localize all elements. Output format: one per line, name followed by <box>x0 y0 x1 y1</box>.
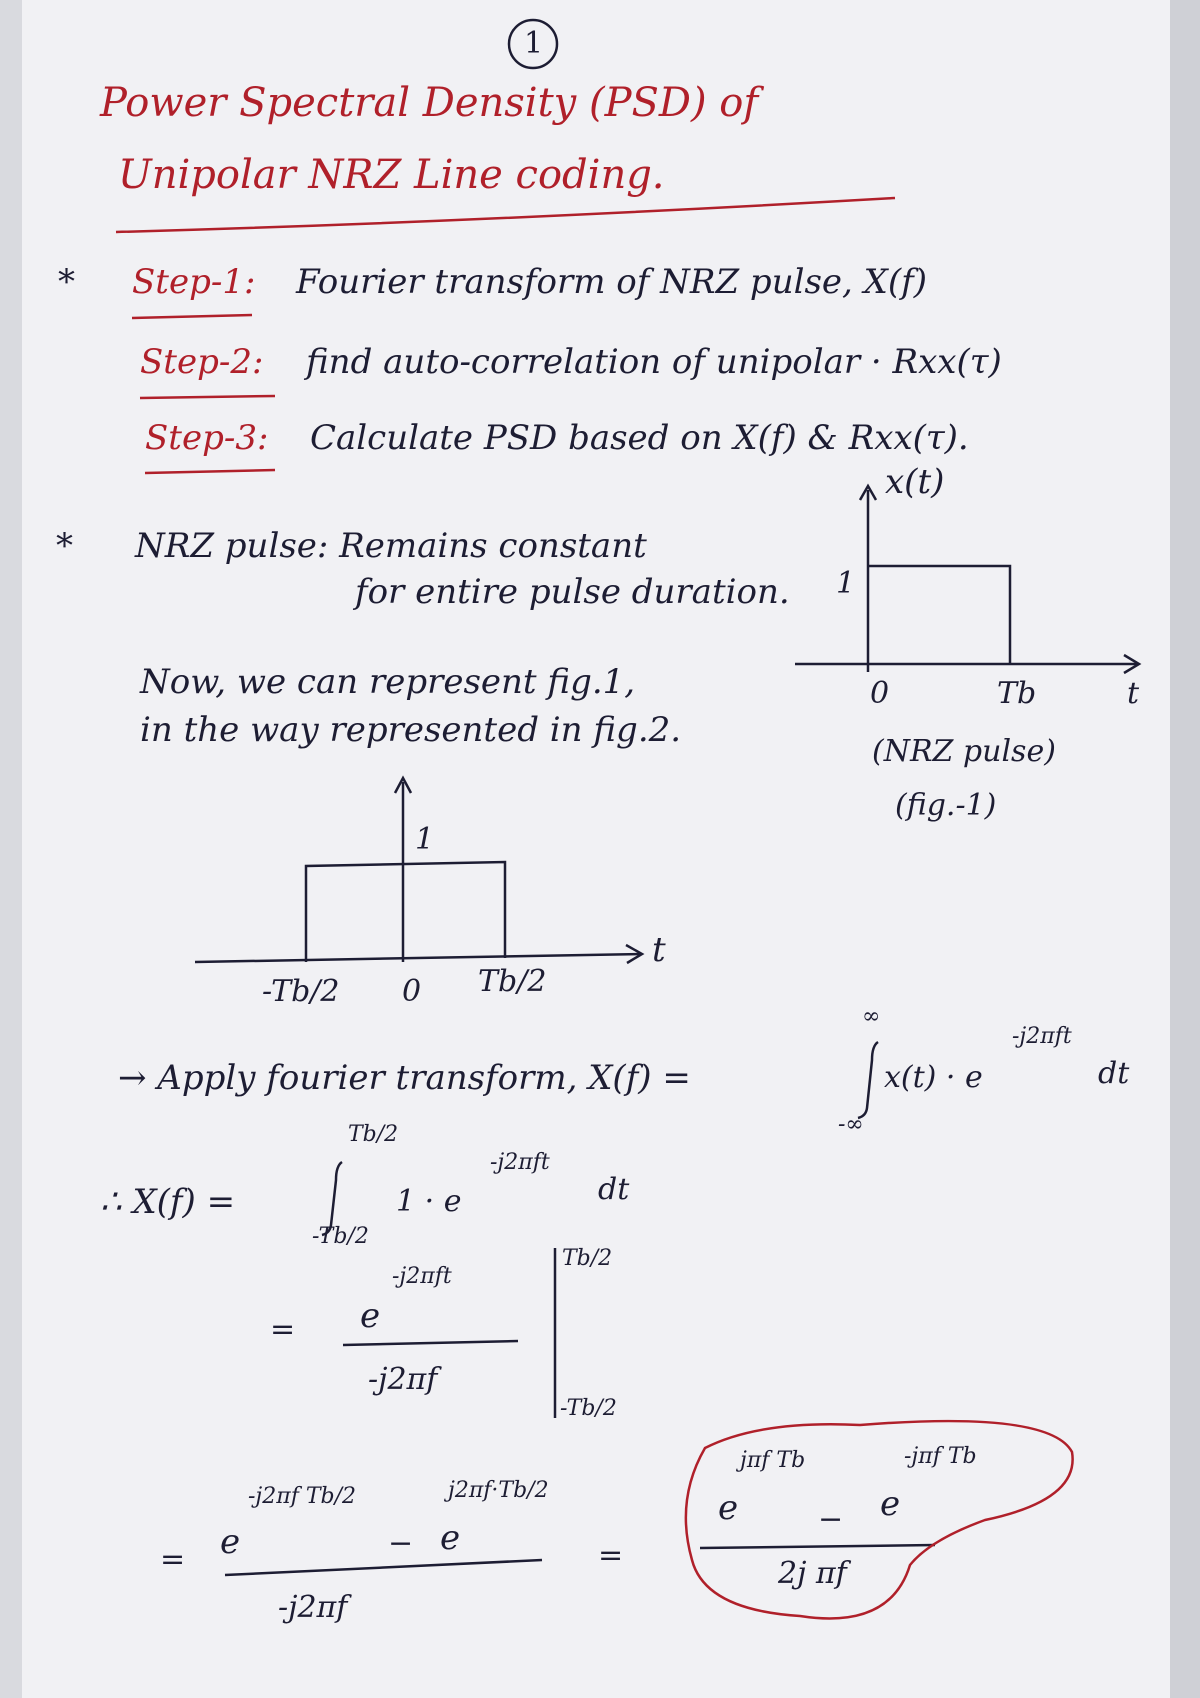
xf-dt: dt <box>598 1172 630 1207</box>
step2-underline <box>140 396 275 398</box>
step2-text: find auto-correlation of unipolar · Rxx(τ) <box>306 342 1002 382</box>
nrz-bullet: * <box>56 526 73 566</box>
apply-ft-upper-limit: ∞ <box>862 1004 881 1029</box>
eq4-e1: e <box>220 1522 241 1562</box>
apply-ft-lower-limit: -∞ <box>838 1112 864 1137</box>
xf-integrand: 1 · e <box>396 1184 462 1219</box>
eq4-equals-2: = <box>598 1538 624 1573</box>
step3-label: Step-3: <box>145 418 269 458</box>
apply-ft-lhs: → Apply fourier transform, X(f) = <box>118 1058 691 1098</box>
fig1-origin-label: 0 <box>870 676 890 711</box>
boxed-e2: e <box>880 1484 901 1524</box>
eq4-e2: e <box>440 1518 461 1558</box>
represent-line-2: in the way represented in fig.2. <box>140 710 682 750</box>
boxed-exponent-2: -jπf Tb <box>904 1444 977 1469</box>
eq3-upper-eval: Tb/2 <box>562 1246 613 1271</box>
represent-line-1: Now, we can represent fig.1, <box>140 662 636 702</box>
title-line-2: Unipolar NRZ Line coding. <box>118 152 665 198</box>
xf-exponent: -j2πft <box>490 1150 550 1175</box>
xf-lhs: ∴ X(f) = <box>100 1182 236 1222</box>
eq3-numerator-exponent: -j2πft <box>392 1264 452 1289</box>
step1-label: Step-1: <box>132 262 256 302</box>
eq4-exponent-2: j2πf·Tb/2 <box>448 1478 549 1503</box>
fig2-x-label: t <box>652 930 666 970</box>
fig1-caption-2: (fig.-1) <box>895 788 997 823</box>
boxed-denominator: 2j πf <box>778 1556 847 1591</box>
step1-underline <box>132 315 252 318</box>
fig1-level-label: 1 <box>836 566 856 601</box>
title-line-1: Power Spectral Density (PSD) of <box>100 80 759 126</box>
eq3-numerator-e: e <box>360 1296 381 1336</box>
fig1-tb-label: Tb <box>997 676 1037 711</box>
eq3-denominator: -j2πf <box>368 1362 438 1397</box>
fig2-neg-half-label: -Tb/2 <box>262 974 340 1009</box>
eq4-exponent-1: -j2πf Tb/2 <box>248 1484 357 1509</box>
eq3-fraction-line <box>343 1341 518 1345</box>
eq3-equals: = <box>270 1312 296 1347</box>
eq4-minus: − <box>388 1526 414 1561</box>
step2-label: Step-2: <box>140 342 264 382</box>
apply-ft-exponent: -j2πft <box>1012 1024 1072 1049</box>
fig1-x-label: t <box>1127 676 1140 711</box>
boxed-e1: e <box>718 1488 739 1528</box>
boxed-fraction-line <box>700 1545 935 1548</box>
eq4-fraction-line <box>225 1560 542 1575</box>
apply-ft-integrand: x(t) · e <box>884 1060 983 1095</box>
steps-bullet: * <box>58 262 75 302</box>
apply-ft-dt: dt <box>1098 1056 1130 1091</box>
title-underline-1 <box>116 198 895 232</box>
nrz-note-line-2: for entire pulse duration. <box>355 572 790 612</box>
fig2-x-axis <box>195 954 640 962</box>
fig1-caption-1: (NRZ pulse) <box>872 734 1056 769</box>
fig2-level-label: 1 <box>415 822 435 857</box>
step1-text: Fourier transform of NRZ pulse, X(f) <box>296 262 927 302</box>
xf-lower-limit: -Tb/2 <box>312 1224 369 1249</box>
fig2-pos-half-label: Tb/2 <box>478 964 547 999</box>
fig1-y-label: x(t) <box>885 462 945 502</box>
step3-text: Calculate PSD based on X(f) & Rxx(τ). <box>310 418 969 458</box>
eq4-denominator: -j2πf <box>278 1590 348 1625</box>
fig2-plot <box>195 778 642 963</box>
eq3-lower-eval: -Tb/2 <box>560 1396 617 1421</box>
step3-underline <box>145 470 275 473</box>
fig1-pulse <box>868 566 1010 664</box>
nrz-note-line-1: NRZ pulse: Remains constant <box>135 526 647 566</box>
fig2-origin-label: 0 <box>402 974 422 1009</box>
page-number: 1 <box>524 26 544 61</box>
integral-1 <box>858 1042 878 1118</box>
eq4-equals: = <box>160 1542 186 1577</box>
xf-upper-limit: Tb/2 <box>348 1122 399 1147</box>
boxed-exponent-1: jπf Tb <box>740 1448 806 1473</box>
boxed-minus: − <box>818 1502 844 1537</box>
fig2-pulse <box>306 862 505 962</box>
